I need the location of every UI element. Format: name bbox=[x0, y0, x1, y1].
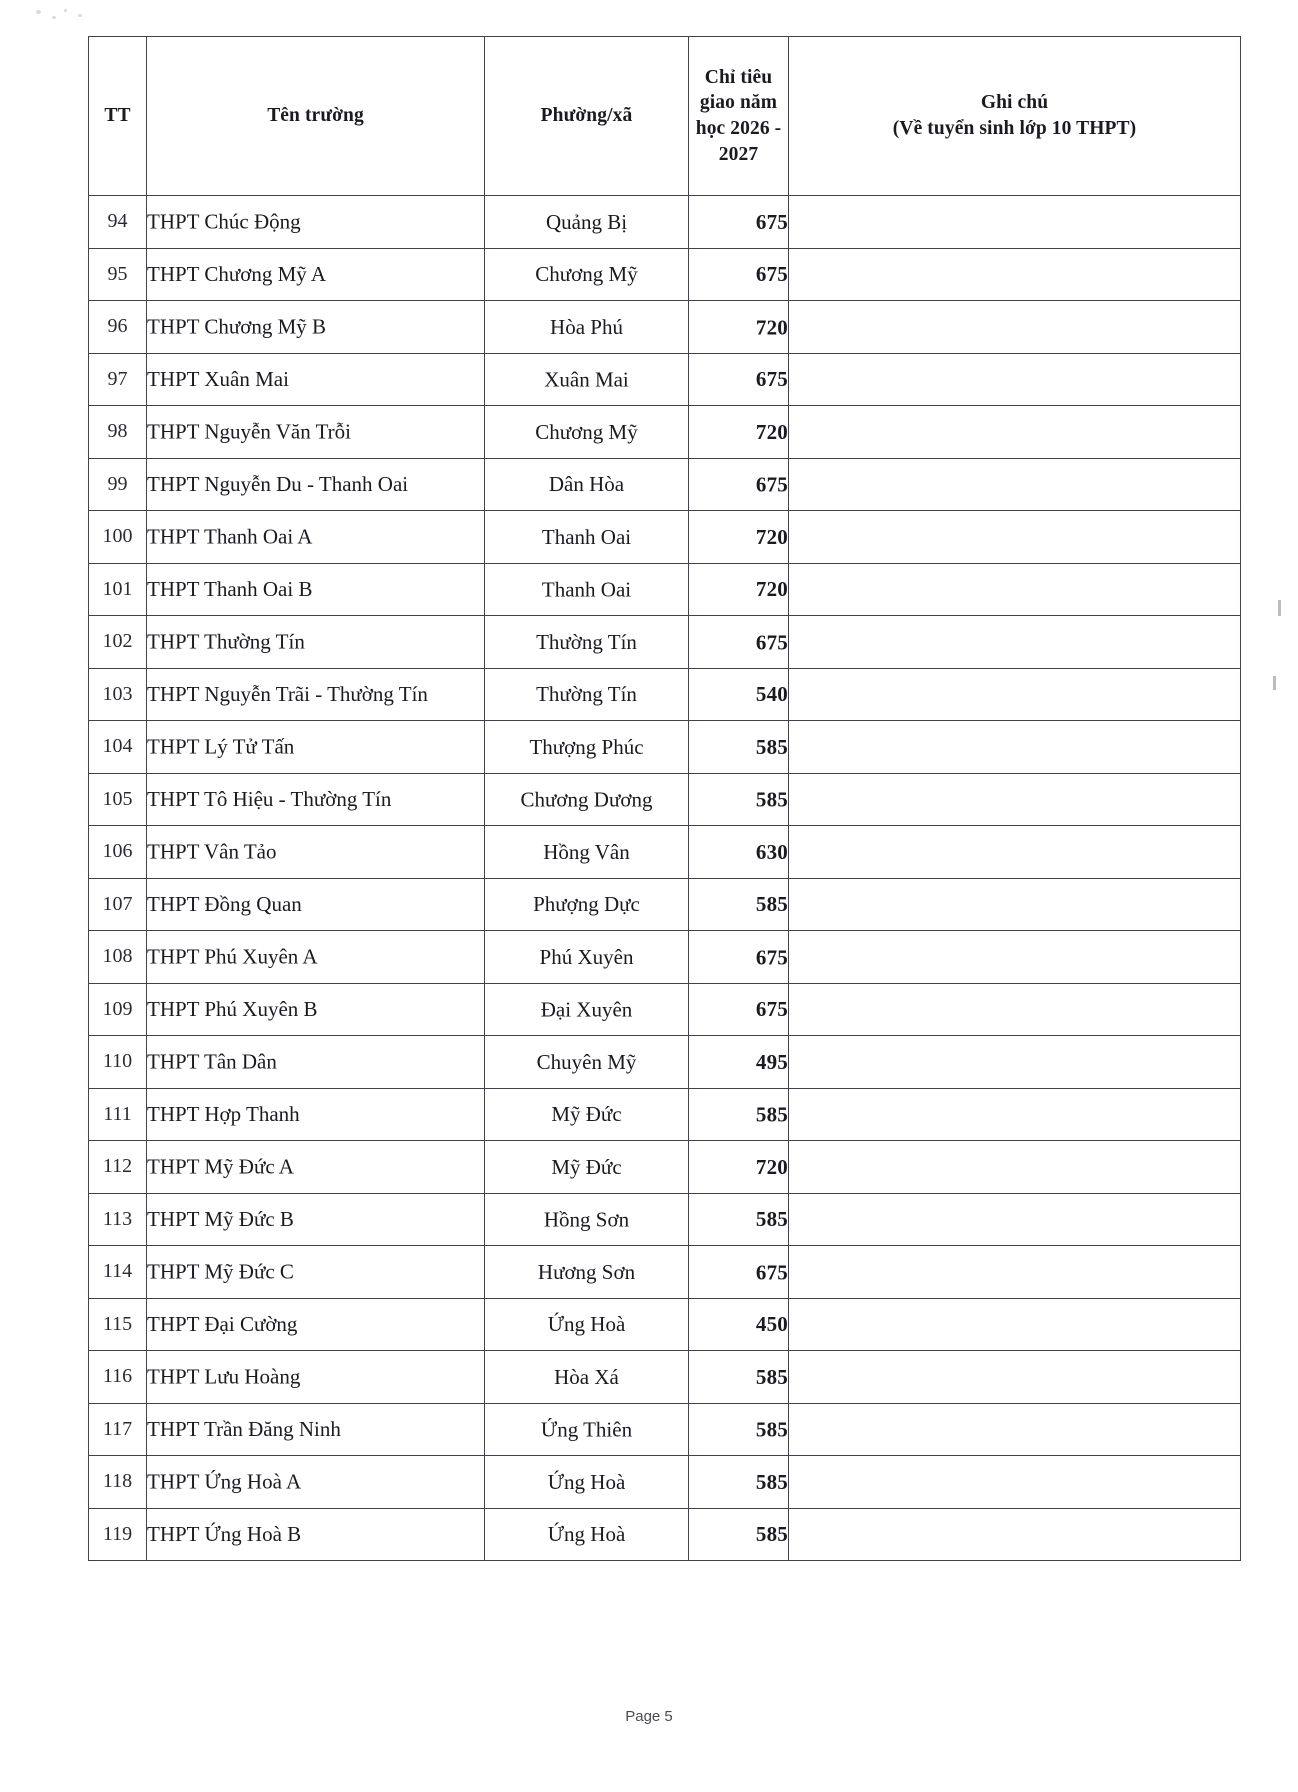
quota-cell: 585 bbox=[689, 1089, 789, 1142]
row-index-cell: 115 bbox=[89, 1298, 147, 1351]
quota-cell: 720 bbox=[689, 406, 789, 459]
school-name-cell: THPT Phú Xuyên B bbox=[147, 983, 485, 1036]
quota-cell: 675 bbox=[689, 459, 789, 512]
school-name-cell: THPT Ứng Hoà A bbox=[147, 1455, 485, 1508]
row-index-cell: 103 bbox=[89, 668, 147, 721]
note-cell bbox=[789, 1403, 1241, 1456]
ward-cell: Hòa Phú bbox=[485, 301, 689, 354]
table-row bbox=[89, 1036, 1241, 1089]
table-row bbox=[89, 878, 1241, 931]
row-index-cell: 109 bbox=[89, 983, 147, 1036]
school-name-cell: THPT Chương Mỹ B bbox=[147, 300, 485, 353]
note-cell bbox=[789, 1246, 1241, 1299]
table-row bbox=[89, 1088, 1241, 1141]
ward-cell: Thượng Phúc bbox=[485, 721, 689, 774]
note-cell bbox=[789, 1193, 1241, 1246]
school-name-cell: THPT Phú Xuyên A bbox=[147, 930, 485, 983]
ward-cell: Chương Dương bbox=[485, 773, 689, 826]
row-index-cell: 99 bbox=[89, 458, 147, 511]
quota-cell: 675 bbox=[689, 353, 789, 406]
table-row bbox=[89, 1456, 1241, 1509]
note-cell bbox=[789, 983, 1241, 1036]
school-name-cell: THPT Trần Đăng Ninh bbox=[147, 1403, 485, 1456]
note-cell bbox=[789, 1351, 1241, 1404]
scan-artifact bbox=[36, 10, 41, 14]
ward-cell: Hồng Vân bbox=[485, 826, 689, 879]
row-index-cell: 106 bbox=[89, 826, 147, 879]
note-cell bbox=[789, 1456, 1241, 1509]
table-row bbox=[89, 1246, 1241, 1299]
ward-cell: Mỹ Đức bbox=[485, 1141, 689, 1194]
column-header-school-name-label: Tên trường bbox=[267, 105, 364, 127]
scan-artifact bbox=[1273, 676, 1276, 690]
quota-cell: 585 bbox=[689, 1456, 789, 1509]
column-header-note bbox=[789, 37, 1241, 196]
note-cell bbox=[789, 931, 1241, 984]
note-cell bbox=[789, 511, 1241, 564]
quota-cell: 675 bbox=[689, 931, 789, 984]
school-name-cell: THPT Vân Tảo bbox=[147, 825, 485, 878]
row-index-cell: 105 bbox=[89, 773, 147, 826]
ward-cell: Phú Xuyên bbox=[485, 931, 689, 984]
row-index-cell: 112 bbox=[89, 1141, 147, 1194]
table-row bbox=[89, 616, 1241, 669]
row-index-cell: 101 bbox=[89, 563, 147, 616]
ward-cell: Xuân Mai bbox=[485, 353, 689, 406]
note-cell bbox=[789, 721, 1241, 774]
row-index-cell: 97 bbox=[89, 353, 147, 406]
ward-cell: Chương Mỹ bbox=[485, 406, 689, 459]
row-index-cell: 96 bbox=[89, 301, 147, 354]
quota-cell: 720 bbox=[689, 563, 789, 616]
row-index-cell: 100 bbox=[89, 511, 147, 564]
table-row bbox=[89, 1508, 1241, 1561]
quota-cell: 450 bbox=[689, 1298, 789, 1351]
row-index-cell: 108 bbox=[89, 931, 147, 984]
column-header-ward-label: Phường/xã bbox=[540, 105, 633, 127]
table-row bbox=[89, 826, 1241, 879]
note-cell bbox=[789, 1141, 1241, 1194]
row-index-cell: 94 bbox=[89, 196, 147, 249]
school-name-cell: THPT Nguyễn Trãi - Thường Tín bbox=[147, 668, 485, 721]
table-header-row bbox=[89, 37, 1241, 196]
quota-cell: 585 bbox=[689, 1193, 789, 1246]
quota-cell: 495 bbox=[689, 1036, 789, 1089]
row-index-cell: 111 bbox=[89, 1088, 147, 1141]
column-header-ward bbox=[485, 37, 689, 196]
note-cell bbox=[789, 406, 1241, 459]
school-name-cell: THPT Tô Hiệu - Thường Tín bbox=[147, 773, 485, 826]
table-row bbox=[89, 1298, 1241, 1351]
scan-artifact bbox=[64, 9, 67, 12]
column-header-tt-label: TT bbox=[104, 105, 131, 127]
ward-cell: Ứng Hoà bbox=[485, 1298, 689, 1351]
table-header bbox=[89, 37, 1241, 196]
table-row bbox=[89, 458, 1241, 511]
ward-cell: Mỹ Đức bbox=[485, 1088, 689, 1141]
ward-cell: Hương Sơn bbox=[485, 1246, 689, 1299]
note-cell bbox=[789, 196, 1241, 249]
school-name-cell: THPT Xuân Mai bbox=[147, 353, 485, 406]
ward-cell: Đại Xuyên bbox=[485, 983, 689, 1036]
note-cell bbox=[789, 1088, 1241, 1141]
column-header-quota bbox=[689, 37, 789, 196]
quota-cell: 540 bbox=[689, 668, 789, 721]
quota-cell: 675 bbox=[689, 1246, 789, 1299]
table-row bbox=[89, 511, 1241, 564]
scan-artifact bbox=[1278, 600, 1281, 616]
school-name-cell: THPT Nguyễn Du - Thanh Oai bbox=[147, 458, 485, 511]
row-index-cell: 110 bbox=[89, 1036, 147, 1089]
ward-cell: Ứng Hoà bbox=[485, 1508, 689, 1561]
ward-cell: Thanh Oai bbox=[485, 511, 689, 564]
row-index-cell: 118 bbox=[89, 1456, 147, 1509]
ward-cell: Hồng Sơn bbox=[485, 1193, 689, 1246]
column-header-quota-line-2: giao năm bbox=[699, 92, 778, 114]
ward-cell: Hòa Xá bbox=[485, 1351, 689, 1404]
note-cell bbox=[789, 458, 1241, 511]
note-cell bbox=[789, 616, 1241, 669]
quota-cell: 585 bbox=[689, 774, 789, 827]
table-row bbox=[89, 721, 1241, 774]
column-header-tt bbox=[89, 37, 147, 196]
table-row bbox=[89, 983, 1241, 1036]
table-body bbox=[89, 196, 1241, 1561]
quota-cell: 585 bbox=[689, 1508, 789, 1561]
row-index-cell: 95 bbox=[89, 248, 147, 301]
table-row bbox=[89, 353, 1241, 406]
quota-cell: 585 bbox=[689, 1351, 789, 1404]
ward-cell: Ứng Hoà bbox=[485, 1456, 689, 1509]
row-index-cell: 116 bbox=[89, 1351, 147, 1404]
school-name-cell: THPT Thanh Oai A bbox=[147, 510, 485, 563]
ward-cell: Phượng Dực bbox=[485, 878, 689, 931]
school-quota-table bbox=[88, 36, 1241, 1561]
scan-artifact bbox=[78, 14, 82, 17]
school-name-cell: THPT Thường Tín bbox=[147, 615, 485, 668]
scan-artifact bbox=[52, 16, 56, 19]
note-cell bbox=[789, 668, 1241, 721]
table-row bbox=[89, 668, 1241, 721]
quota-cell: 720 bbox=[689, 301, 789, 354]
table-row bbox=[89, 248, 1241, 301]
quota-cell: 675 bbox=[689, 616, 789, 669]
school-name-cell: THPT Nguyễn Văn Trỗi bbox=[147, 405, 485, 458]
quota-cell: 675 bbox=[689, 196, 789, 249]
school-name-cell: THPT Hợp Thanh bbox=[147, 1088, 485, 1141]
note-cell bbox=[789, 301, 1241, 354]
table-row bbox=[89, 301, 1241, 354]
ward-cell: Thường Tín bbox=[485, 616, 689, 669]
page-footer: Page 5 bbox=[625, 1708, 673, 1725]
note-cell bbox=[789, 1036, 1241, 1089]
ward-cell: Chuyên Mỹ bbox=[485, 1036, 689, 1089]
column-header-quota-line-3: học 2026 - bbox=[695, 118, 782, 139]
school-name-cell: THPT Tân Dân bbox=[147, 1035, 485, 1088]
column-header-quota-line-1: Chỉ tiêu bbox=[704, 66, 773, 88]
quota-cell: 675 bbox=[689, 983, 789, 1036]
table-row bbox=[89, 406, 1241, 459]
quota-cell: 630 bbox=[689, 826, 789, 879]
row-index-cell: 114 bbox=[89, 1246, 147, 1299]
school-name-cell: THPT Đồng Quan bbox=[147, 878, 485, 931]
school-name-cell: THPT Lưu Hoàng bbox=[147, 1350, 485, 1403]
ward-cell: Quảng Bị bbox=[485, 196, 689, 249]
quota-cell: 585 bbox=[689, 878, 789, 931]
school-name-cell: THPT Ứng Hoà B bbox=[147, 1508, 485, 1561]
column-header-school-name bbox=[147, 37, 485, 196]
school-name-cell: THPT Lý Tử Tấn bbox=[147, 720, 485, 773]
table-row bbox=[89, 563, 1241, 616]
quota-cell: 720 bbox=[689, 511, 789, 564]
note-cell bbox=[789, 563, 1241, 616]
ward-cell: Chương Mỹ bbox=[485, 248, 689, 301]
table-row bbox=[89, 196, 1241, 249]
quota-cell: 720 bbox=[689, 1141, 789, 1194]
table-row bbox=[89, 1351, 1241, 1404]
quota-cell: 585 bbox=[689, 1404, 789, 1457]
row-index-cell: 107 bbox=[89, 878, 147, 931]
table-row bbox=[89, 1141, 1241, 1194]
row-index-cell: 98 bbox=[89, 406, 147, 459]
note-cell bbox=[789, 826, 1241, 879]
note-cell bbox=[789, 353, 1241, 406]
table-row bbox=[89, 1193, 1241, 1246]
note-cell bbox=[789, 773, 1241, 826]
ward-cell: Ứng Thiên bbox=[485, 1403, 689, 1456]
school-quota-table-container bbox=[88, 36, 1240, 1561]
row-index-cell: 113 bbox=[89, 1193, 147, 1246]
row-index-cell: 117 bbox=[89, 1403, 147, 1456]
row-index-cell: 119 bbox=[89, 1508, 147, 1561]
school-name-cell: THPT Chúc Động bbox=[147, 195, 485, 248]
table-row bbox=[89, 931, 1241, 984]
ward-cell: Thường Tín bbox=[485, 668, 689, 721]
table-row bbox=[89, 1403, 1241, 1456]
row-index-cell: 104 bbox=[89, 721, 147, 774]
ward-cell: Thanh Oai bbox=[485, 563, 689, 616]
note-cell bbox=[789, 1298, 1241, 1351]
column-header-quota-line-4: 2027 bbox=[718, 143, 759, 165]
note-cell bbox=[789, 248, 1241, 301]
row-index-cell: 102 bbox=[89, 616, 147, 669]
column-header-note-line-1: Ghi chú bbox=[980, 92, 1049, 114]
school-name-cell: THPT Mỹ Đức A bbox=[147, 1140, 485, 1193]
note-cell bbox=[789, 1508, 1241, 1561]
school-name-cell: THPT Thanh Oai B bbox=[147, 563, 485, 616]
table-row bbox=[89, 773, 1241, 826]
school-name-cell: THPT Đại Cường bbox=[147, 1298, 485, 1351]
column-header-note-line-2: (Về tuyển sinh lớp 10 THPT) bbox=[892, 118, 1137, 139]
ward-cell: Dân Hòa bbox=[485, 458, 689, 511]
school-name-cell: THPT Mỹ Đức B bbox=[147, 1193, 485, 1246]
school-name-cell: THPT Mỹ Đức C bbox=[147, 1245, 485, 1298]
quota-cell: 675 bbox=[689, 248, 789, 301]
school-name-cell: THPT Chương Mỹ A bbox=[147, 248, 485, 301]
quota-cell: 585 bbox=[689, 721, 789, 774]
note-cell bbox=[789, 878, 1241, 931]
